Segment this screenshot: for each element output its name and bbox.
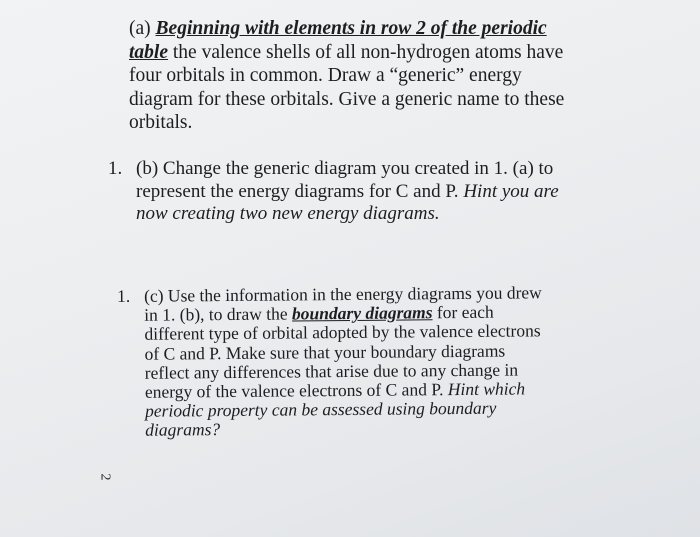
- part-c-number: 1.: [116, 285, 131, 306]
- part-c-line-5: reflect any differences that arise due to any change in: [144, 359, 519, 383]
- part-c-hint-start: Hint which: [447, 378, 526, 400]
- part-c-line-2-pre: in 1. (b), to draw the: [144, 303, 293, 325]
- part-a-line-5: orbitals.: [129, 112, 193, 133]
- part-a-label: (a): [129, 18, 156, 39]
- part-c-hint-end: diagrams?: [145, 419, 221, 441]
- part-c-hint-middle: periodic property can be assessed using boundary: [144, 397, 497, 421]
- part-c-line-1: (c) Use the information in the energy diagrams you drew: [143, 282, 542, 306]
- part-c-emphasis: boundary diagrams: [291, 302, 433, 324]
- part-b-text: [136, 158, 559, 226]
- part-b-number: 1.: [108, 158, 123, 179]
- part-c-line-6-text: energy of the valence electrons of C and P.: [144, 379, 448, 402]
- part-a-line-1: [129, 17, 564, 41]
- part-c-line-2-post: for each: [432, 301, 494, 323]
- part-a-line-3: four orbitals in common. Draw a “generic” energy: [129, 65, 522, 86]
- part-b-line-1: (b) Change the generic diagram you created in 1. (a) to: [136, 158, 554, 179]
- page-number: 2: [97, 473, 113, 481]
- question-part-c: [117, 283, 543, 440]
- part-c-line-3: different type of orbital adopted by the valence electrons: [144, 320, 541, 345]
- part-b-hint-end: now creating two new energy diagrams.: [136, 203, 440, 224]
- part-a-line-2-text: the valence shells of all non-hydrogen atoms have: [168, 41, 564, 63]
- part-c-text: [144, 283, 543, 440]
- part-b-line-2-text: represent the energy diagrams for C and P.: [136, 180, 464, 202]
- question-part-a: [129, 17, 564, 135]
- part-a-line-4: diagram for these orbitals. Give a generic name to these: [129, 88, 565, 110]
- part-c-line-4: of C and P. Make sure that your boundary diagrams: [144, 340, 506, 364]
- question-part-b: [108, 158, 559, 226]
- part-a-line-2: [129, 41, 564, 65]
- part-b-hint-start: Hint you are: [463, 180, 559, 202]
- part-a-emphasis-1: Beginning with elements in row 2 of the periodic: [155, 18, 547, 39]
- part-a-emphasis-2: table: [129, 41, 168, 63]
- part-b-line-2: [136, 181, 559, 204]
